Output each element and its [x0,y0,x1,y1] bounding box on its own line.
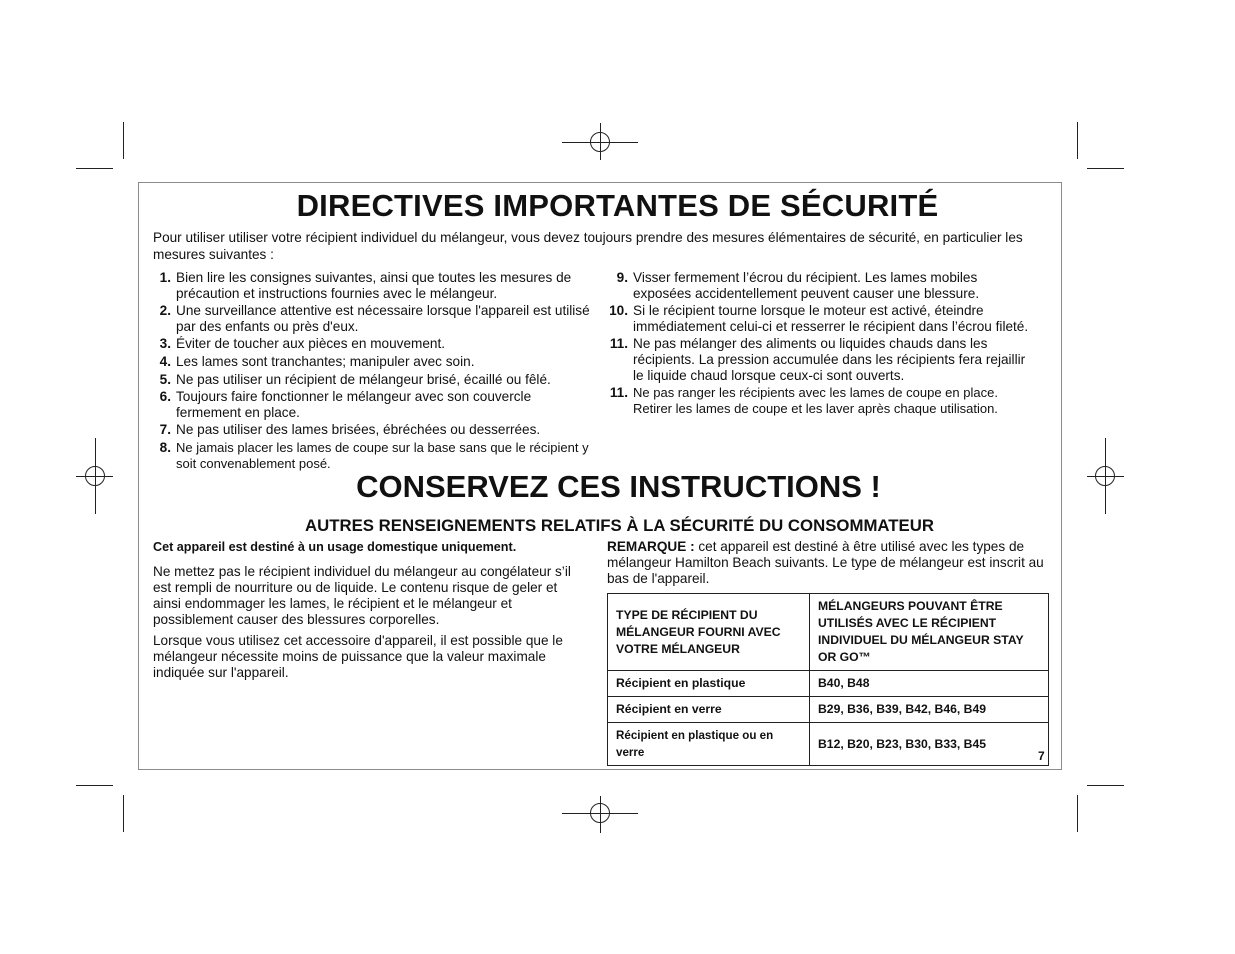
crop-mark [1087,785,1124,786]
item-number: 10. [609,303,628,319]
compatible-blenders-table [607,593,1049,766]
table-cell: Récipient en plastique [608,671,810,697]
table-cell: Récipient en plastique ou en verre [608,723,810,766]
item-number: 9. [616,270,628,285]
item-number: 6. [159,389,171,405]
item-text: Bien lire les consignes suivantes, ainsi que toutes les mesures de précaution et instructions fournies avec le mélangeur. [176,270,572,301]
item-number: 8. [159,439,171,455]
table-header-cell: MÉLANGEURS POUVANT ÊTRE UTILISÉS AVEC LE RÉCIPIENT INDIVIDUEL DU MÉLANGEUR STAY OR GO™ [810,594,1049,671]
crop-mark [1077,122,1078,159]
crop-mark [1077,795,1078,832]
table-row [608,723,1049,766]
item-number: 2. [159,303,171,319]
table-row [608,671,1049,697]
item-text: Ne pas utiliser un récipient de mélangeur brisé, écaillé ou fêlé. [176,371,551,387]
item-number: 3. [159,336,171,352]
crop-mark [123,122,124,159]
list-item [153,270,593,301]
item-text: Ne pas ranger les récipients avec les lames de coupe en place. Retirer les lames de coupe et les laver après chaque utilisation. [633,385,998,416]
table-cell: B29, B36, B39, B42, B46, B49 [810,697,1049,723]
item-number: 1. [159,270,171,285]
item-text: Toujours faire fonctionner le mélangeur avec son couvercle fermement en place. [176,389,532,420]
crop-mark [1087,168,1124,169]
list-item [153,372,593,388]
power-note: Lorsque vous utilisez cet accessoire d'appareil, il est possible que le mélangeur nécessite moins de puissance que la valeur maximale indiquée sur l'appareil. [153,633,563,680]
item-text: Les lames sont tranchantes; manipuler avec soin. [176,353,475,369]
household-use-note: Cet appareil est destiné à un usage domestique uniquement. [153,540,517,554]
item-number: 11. [609,385,628,401]
page-title: DIRECTIVES IMPORTANTES DE SÉCURITÉ [296,188,939,223]
crop-mark [76,785,113,786]
list-item [605,385,1035,416]
item-text: Éviter de toucher aux pièces en mouvement. [176,336,446,352]
list-item [153,440,593,471]
safety-list-left [153,270,593,473]
page-number: 7 [1038,749,1045,763]
table-row [608,697,1049,723]
list-item [153,389,593,420]
list-item [153,303,593,334]
intro-text: Pour utiliser utiliser votre récipient individuel du mélangeur, vous devez toujours prendre des mesures élémentaires de sécurité, en particulier les mesures suivantes : [153,230,1023,262]
list-item [153,422,593,438]
remark-label: REMARQUE : [607,539,695,554]
consumer-safety-title: AUTRES RENSEIGNEMENTS RELATIFS À LA SÉCURITÉ DU CONSOMMATEUR [304,516,934,535]
item-number: 5. [159,371,171,387]
item-text: Ne pas mélanger des aliments ou liquides chauds dans les récipients. La pression accumulée dans les récipients fera rejaillir le liquide chaud lorsque ceux-ci sont ouverts. [633,336,1026,383]
list-item [605,270,1035,301]
crop-mark [123,795,124,832]
table-cell: B40, B48 [810,671,1049,697]
list-item [153,354,593,370]
freezer-warning: Ne mettez pas le récipient individuel du mélangeur au congélateur s’il est rempli de nourriture ou de liquide. Le contenu risque de geler et ainsi endommager les lames, le récipient et le mélangeur et possiblement causer des blessures corporelles. [153,564,571,627]
item-text: Ne jamais placer les lames de coupe sur la base sans que le récipient y soit convenablement posé. [176,439,589,471]
safety-list-right [605,270,1035,418]
item-number: 7. [159,422,171,438]
table-header-cell: TYPE DE RÉCIPIENT DU MÉLANGEUR FOURNI AVEC VOTRE MÉLANGEUR [608,594,810,671]
item-text: Visser fermement l’écrou du récipient. Les lames mobiles exposées accidentellement peuvent causer une blessure. [633,270,980,301]
list-item [605,303,1035,334]
item-number: 4. [159,353,171,369]
item-text: Une surveillance attentive est nécessaire lorsque l'appareil est utilisé par des enfants ou près d'eux. [176,303,590,334]
item-text: Ne pas utiliser des lames brisées, ébréchées ou desserrées. [176,422,541,438]
table-cell: Récipient en verre [608,697,810,723]
table-header-row [608,594,1049,671]
list-item [153,336,593,352]
remark-paragraph [607,539,1047,587]
item-number: 11. [609,336,628,352]
item-text: Si le récipient tourne lorsque le moteur est activé, éteindre immédiatement celui-ci et resserrer le récipient dans l’écrou fileté. [633,303,1029,334]
crop-mark [76,168,113,169]
save-instructions-title: CONSERVEZ CES INSTRUCTIONS ! [356,469,881,504]
list-item [605,336,1035,383]
table-cell: B12, B20, B23, B30, B33, B45 [810,723,1049,766]
remark-text: cet appareil est destiné à être utilisé avec les types de mélangeur Hamilton Beach suivants. Le type de mélangeur est inscrit au bas de l'appareil. [607,539,1044,586]
